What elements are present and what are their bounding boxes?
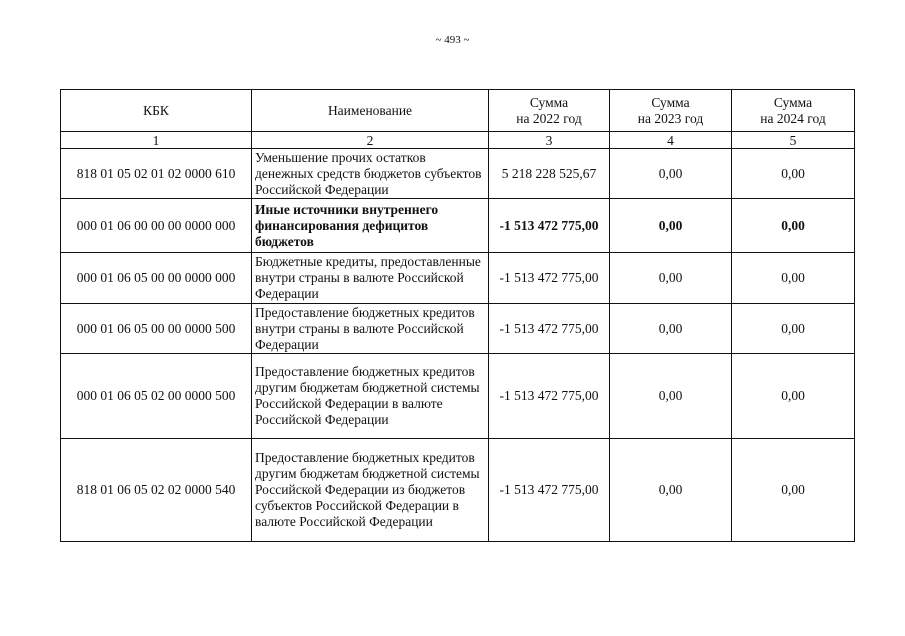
sum-2022-cell: -1 513 472 775,00 [489,199,610,253]
header-sum-2023: Сумма на 2023 год [610,90,732,132]
header-kbk: КБК [61,90,252,132]
kbk-cell: 000 01 06 00 00 00 0000 000 [61,199,252,253]
sum-2022-cell: 5 218 228 525,67 [489,149,610,199]
header-sum-2022: Сумма на 2022 год [489,90,610,132]
kbk-cell: 000 01 06 05 00 00 0000 000 [61,253,252,304]
name-cell: Предоставление бюджетных кредитов другим бюджетам бюджетной системы Российской Федерации в валюте Российской Федерации [252,354,489,439]
kbk-cell: 000 01 06 05 00 00 0000 500 [61,304,252,354]
table-header-row [61,90,855,132]
name-cell: Предоставление бюджетных кредитов другим бюджетам бюджетной системы Российской Федерации из бюджетов субъектов Российской Федерации в валюте Российской Федерации [252,439,489,542]
kbk-cell: 818 01 05 02 01 02 0000 610 [61,149,252,199]
name-cell: Иные источники внутреннего финансирования дефицитов бюджетов [252,199,489,253]
column-number: 1 [61,132,252,149]
table-row [61,149,855,199]
kbk-cell: 000 01 06 05 02 00 0000 500 [61,354,252,439]
table-row [61,253,855,304]
sum-2023-cell: 0,00 [610,149,732,199]
page-number: ~ 493 ~ [435,34,470,46]
column-number: 5 [732,132,855,149]
kbk-cell: 818 01 06 05 02 02 0000 540 [61,439,252,542]
sum-2022-cell: -1 513 472 775,00 [489,304,610,354]
budget-sources-table [60,89,855,542]
table-row [61,304,855,354]
sum-2022-cell: -1 513 472 775,00 [489,354,610,439]
name-cell: Предоставление бюджетных кредитов внутри страны в валюте Российской Федерации [252,304,489,354]
sum-2023-cell: 0,00 [610,199,732,253]
name-cell: Уменьшение прочих остатков денежных средств бюджетов субъектов Российской Федерации [252,149,489,199]
sum-2023-cell: 0,00 [610,439,732,542]
table-row [61,354,855,439]
sum-2023-cell: 0,00 [610,253,732,304]
sum-2024-cell: 0,00 [732,253,855,304]
column-number-row [61,132,855,149]
column-number: 2 [252,132,489,149]
sum-2024-cell: 0,00 [732,149,855,199]
column-number: 3 [489,132,610,149]
sum-2022-cell: -1 513 472 775,00 [489,439,610,542]
sum-2024-cell: 0,00 [732,354,855,439]
name-cell: Бюджетные кредиты, предоставленные внутри страны в валюте Российской Федерации [252,253,489,304]
sum-2024-cell: 0,00 [732,304,855,354]
column-number: 4 [610,132,732,149]
sum-2024-cell: 0,00 [732,439,855,542]
sum-2024-cell: 0,00 [732,199,855,253]
header-name: Наименование [252,90,489,132]
header-sum-2024: Сумма на 2024 год [732,90,855,132]
sum-2022-cell: -1 513 472 775,00 [489,253,610,304]
table-row [61,439,855,542]
sum-2023-cell: 0,00 [610,304,732,354]
sum-2023-cell: 0,00 [610,354,732,439]
table-row [61,199,855,253]
